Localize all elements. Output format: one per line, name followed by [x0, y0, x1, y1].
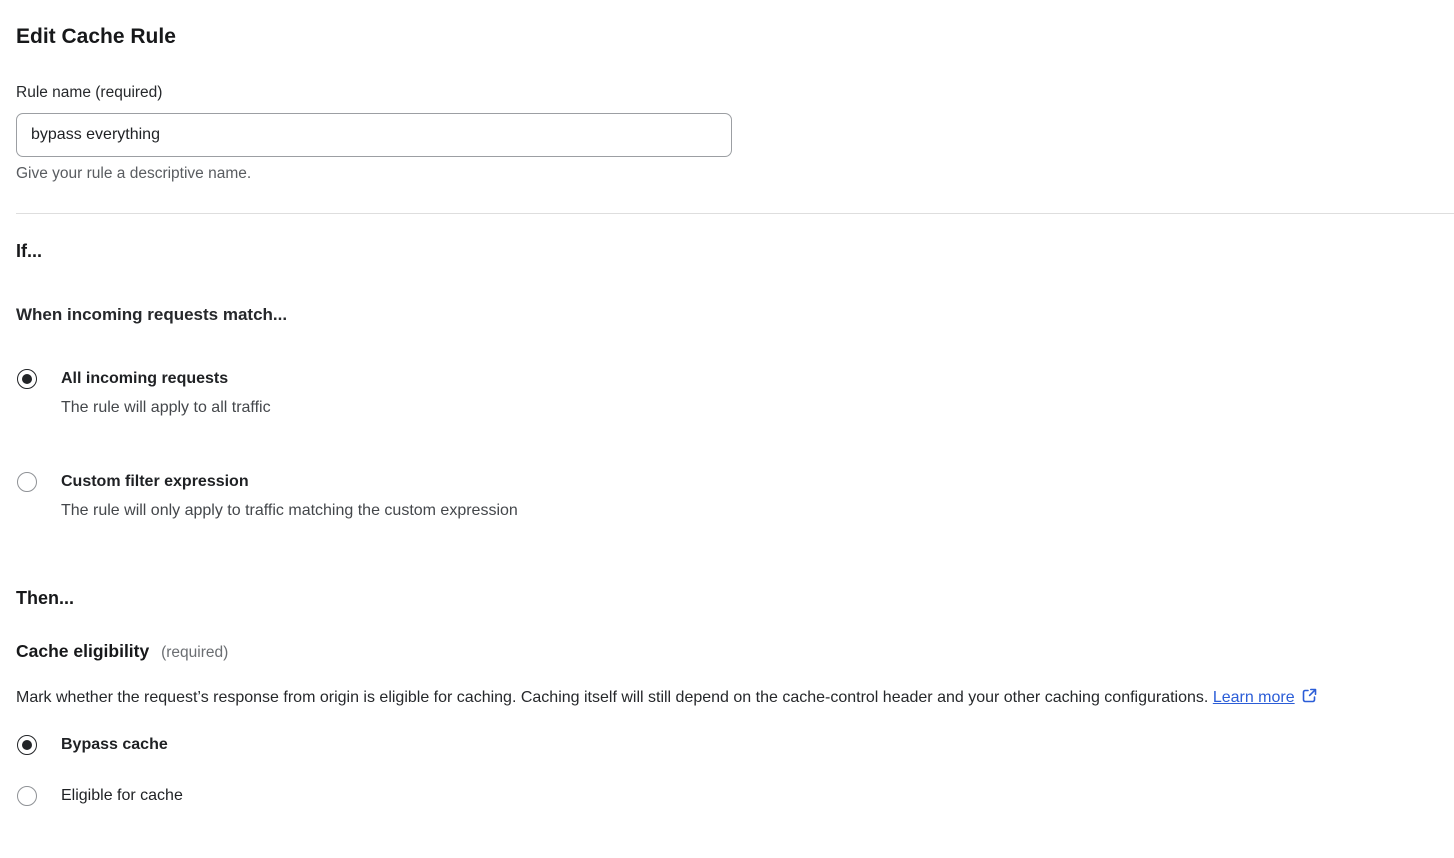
radio-option-description: The rule will apply to all traffic [61, 399, 271, 416]
radio-unselected-icon[interactable] [17, 472, 37, 492]
radio-option-label[interactable]: All incoming requests [61, 370, 229, 387]
radio-option-text [61, 735, 168, 755]
radio-option-label[interactable]: Eligible for cache [61, 787, 183, 804]
radio-option-label[interactable]: Bypass cache [61, 736, 168, 753]
radio-option-bypass-cache[interactable] [16, 735, 1406, 755]
radio-option-all-incoming-requests[interactable] [16, 369, 1406, 418]
cache-eligibility-description [16, 683, 1348, 712]
radio-option-description: The rule will only apply to traffic matching the custom expression [61, 502, 518, 519]
description-text: Mark whether the request’s response from origin is eligible for caching. Caching itself will still depend on the cache-control header and your other caching configurations. [16, 689, 1209, 706]
radio-dot [22, 791, 32, 801]
then-heading: Then... [16, 588, 74, 608]
radio-option-eligible-for-cache[interactable] [16, 786, 1406, 806]
radio-dot [22, 374, 32, 384]
learn-more-link[interactable] [1213, 689, 1318, 706]
cache-eligibility-label: Cache eligibility [16, 641, 150, 661]
radio-option-custom-filter-expression[interactable] [16, 472, 1406, 521]
required-badge: (required) [161, 644, 229, 661]
radio-option-text [61, 369, 271, 418]
cache-eligibility-heading [16, 641, 1406, 663]
radio-option-text [61, 786, 183, 806]
radio-unselected-icon[interactable] [17, 786, 37, 806]
radio-dot [22, 740, 32, 750]
radio-option-label[interactable]: Custom filter expression [61, 473, 249, 490]
rule-name-input[interactable] [16, 113, 732, 157]
radio-selected-icon[interactable] [17, 735, 37, 755]
if-heading: If... [16, 241, 42, 261]
rule-name-help: Give your rule a descriptive name. [16, 165, 252, 182]
rule-name-label: Rule name (required) [16, 84, 163, 101]
page-title: Edit Cache Rule [16, 25, 176, 48]
learn-more-label[interactable]: Learn more [1212, 689, 1295, 706]
radio-selected-icon[interactable] [17, 369, 37, 389]
section-divider [16, 213, 1454, 214]
radio-dot [22, 477, 32, 487]
external-link-icon[interactable] [1301, 687, 1318, 704]
when-incoming-requests-heading: When incoming requests match... [16, 305, 288, 324]
radio-option-text [61, 472, 518, 521]
